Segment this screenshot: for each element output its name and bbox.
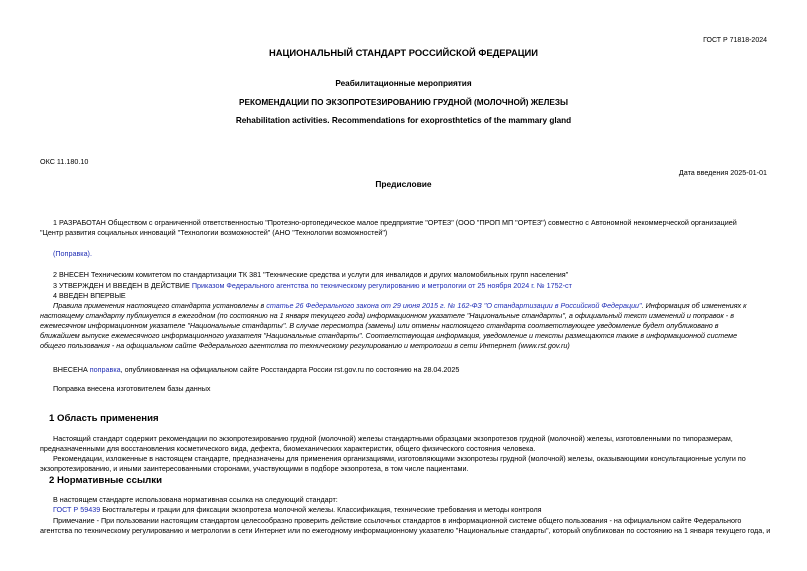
note-line: агентства по техническому регулированию и метрологии в сети Интернет или по ежегодному информационному указателю "Национальные стандарты", который опубликован по состоянию на 1 января текущего года, и (40, 526, 771, 535)
normative-reference (53, 505, 542, 514)
rules-text: . Информация об изменениях к (641, 301, 747, 310)
note-line: Примечание - При пользовании настоящим стандартом целесообразно проверить действие ссылочных стандартов в информационной системе общего пользования - на официальном сайте Федерального (53, 516, 742, 525)
section-1-line: предназначенными для восстановления косметического вида, дефекта, биомеханических характеристик, общего физического состояния человека. (40, 444, 536, 453)
section-1-line: экзопротезированию, и иными заинтересованными сторонами, участвующими в подборе экзопротеза, в том числе пациентами. (40, 464, 469, 473)
rules-line-1 (40, 301, 771, 311)
approved-prefix: 3 УТВЕРЖДЕН И ВВЕДЕН В ДЕЙСТВИЕ (53, 281, 192, 290)
doc-subtitle: Реабилитационные мероприятия (335, 79, 472, 88)
developer-line-2: "Центр развития социальных инноваций "Технологии возможностей" (АНО "Технологии возможностей") (40, 228, 388, 237)
section-1-line: Рекомендации, изложенные в настоящем стандарте, предназначены для применения организациями, изготовляющими экзопротезы грудной (молочной) железы, оказывающими консультационные услуги по (53, 454, 746, 463)
section-1-title: 1 Область применения (49, 413, 159, 424)
normative-reference-text: Бюстгальтеры и грации для фиксации экзопротеза молочной железы. Классификация, технические требования и методы контроля (100, 505, 542, 514)
rules-line-5: общего пользования - на официальном сайте Федерального агентства по техническому регулированию и метрологии в сети Интернет (www.rst.gov.ru) (40, 341, 570, 350)
amendment-note-text: , опубликованная на официальном сайте Росстандарта России rst.gov.ru по состоянию на 28.04.2025 (120, 365, 460, 374)
note-paragraph (40, 516, 771, 536)
developer-line-1: 1 РАЗРАБОТАН Обществом с ограниченной ответственностью "Протезно-ортопедическое малое предприятие "ОРТЕЗ" (ООО "ПРОП МП "ОРТЕЗ") совместно с Автономной некоммерческой организацией (53, 218, 737, 227)
introduced-first: 4 ВВЕДЕН ВПЕРВЫЕ (53, 291, 126, 300)
doc-title-ru: РЕКОМЕНДАЦИИ ПО ЭКЗОПРОТЕЗИРОВАНИЮ ГРУДНОЙ (МОЛОЧНОЙ) ЖЕЛЕЗЫ (239, 98, 568, 107)
amendment-note (53, 365, 459, 374)
doc-title-main: НАЦИОНАЛЬНЫЙ СТАНДАРТ РОССИЙСКОЙ ФЕДЕРАЦИИ (268, 47, 539, 58)
oks-code: ОКС 11.180.10 (40, 157, 89, 166)
date-of-introduction: Дата введения 2025-01-01 (678, 168, 767, 177)
federal-law-link[interactable]: статье 26 Федерального закона от 29 июня 2015 г. № 162-ФЗ "О стандартизации в Российской Федерации" (266, 301, 642, 310)
gost-59439-link[interactable]: ГОСТ Р 59439 (53, 505, 101, 514)
amendment-link[interactable]: (Поправка). (53, 249, 92, 258)
foreword-title: Предисловие (375, 179, 432, 189)
order-link[interactable]: Приказом Федерального агентства по техническому регулированию и метрологии от 25 ноября 2024 г. № 1752-ст (191, 281, 572, 290)
approved-line (53, 281, 572, 290)
rules-line-2: настоящему стандарту публикуется в ежегодном (по состоянию на 1 января текущего года) информационном указателе "Национальные стандарты", а официальный текст изменений и поправок - в (40, 311, 734, 320)
rules-text: Правила применения настоящего стандарта установлены в (53, 301, 267, 310)
section-2-intro: В настоящем стандарте использована нормативная ссылка на следующий стандарт: (53, 495, 338, 504)
amendment-note-text: ВНЕСЕНА (53, 365, 90, 374)
rules-paragraph (40, 301, 771, 351)
doc-code: ГОСТ Р 71818-2024 (703, 37, 767, 44)
section-1-body (40, 434, 771, 474)
rules-line-4: ближайшем выпуске ежемесячного информационного указателя "Национальные стандарты". Соответствующая информация, уведомление и тексты размещаются также в информационной системе (40, 331, 738, 340)
amendment-inline-link[interactable]: поправка (89, 365, 121, 374)
amendment-maker: Поправка внесена изготовителем базы данных (53, 384, 211, 393)
submitted-by: 2 ВНЕСЕН Техническим комитетом по стандартизации ТК 381 "Технические средства и услуги для инвалидов и других маломобильных групп населения" (53, 270, 569, 279)
rules-line-3: ежемесячном информационном указателе "Национальные стандарты". В случае пересмотра (замены) или отмены настоящего стандарта соответствующее уведомление будет опубликовано в (40, 321, 719, 330)
section-2-title: 2 Нормативные ссылки (49, 475, 162, 486)
section-1-line: Настоящий стандарт содержит рекомендации по экзопротезированию грудной (молочной) железы стандартными образцами экзопротезов грудной (молочной) железы, изготовленными по типоразмерам, (53, 434, 733, 443)
doc-title-en: Rehabilitation activities. Recommendations for exoprosthtetics of the mammary gland (235, 116, 572, 125)
